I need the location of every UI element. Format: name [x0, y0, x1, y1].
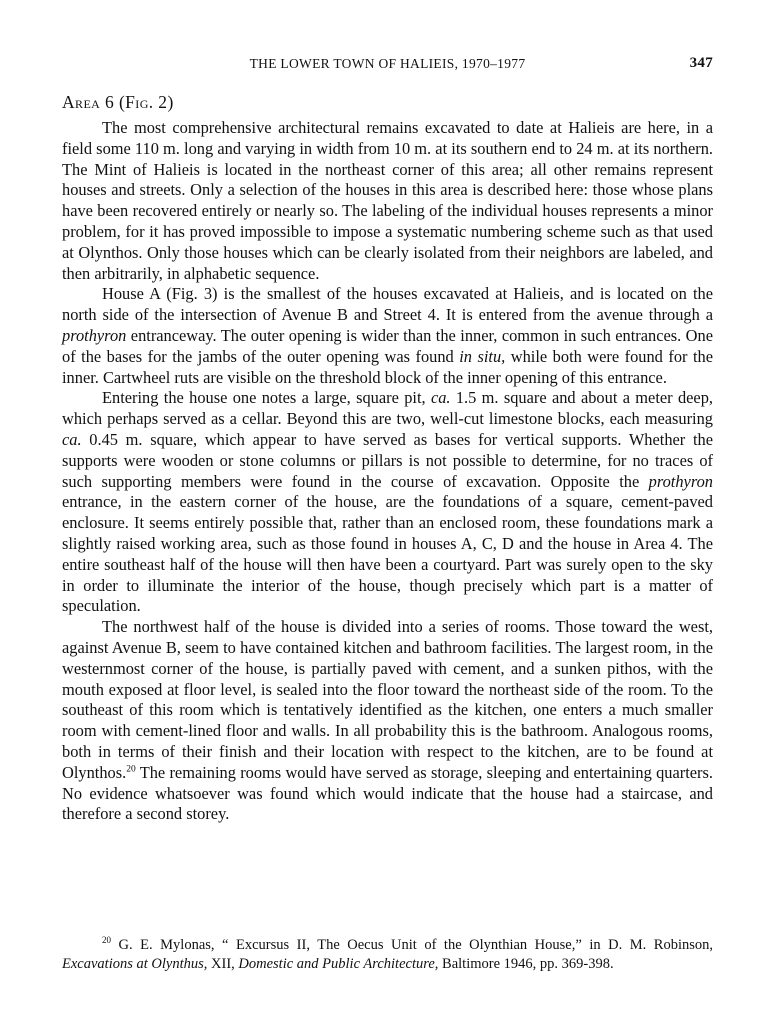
paragraph-text: Entering the house one notes a large, square pit, [102, 388, 431, 408]
paragraph-area-overview [62, 118, 713, 284]
emphasis: prothyron [62, 325, 127, 345]
paragraph-text: 1.5 m. square and about a meter deep, which perhaps served as a cellar. Beyond this are two, well-cut limestone blocks, each measuring [62, 388, 713, 429]
paragraph-text: The northwest half of the house is divided into a series of rooms. Those toward the west, against Avenue B, seem to have contained kitchen and bathroom facilities. The largest room, in the westernmost corner of the house, is partially paved with cement, and a sunken pithos, with the mouth exposed at floor level, is sealed into the floor toward the northeast side of the room. To the southeast of this room which is tentatively identified as the kitchen, one enters a much smaller room with cement-lined floor and walls. In all probability this is the bathroom. Analogous rooms, both in terms of their finish and their location with respect to the kitchen, are to be found at Olynthos. [62, 617, 713, 782]
section-heading: Area 6 (Fig. 2) [62, 92, 174, 112]
paragraph-text: while both were found for the inner. Cartwheel ruts are visible on the threshold block of the inner opening of this entrance. [62, 346, 713, 387]
paragraph-text: entrance, in the eastern corner of the house, are the foundations of a square, cement-paved enclosure. It seems entirely possible that, rather than an enclosed room, these foundations mark a slightly raised working area, such as those found in houses A, C, D and the house in Area 4. The entire southeast half of the house will then have been a courtyard. Part was surely open to the sky in order to illuminate the interior of the house, though precisely which part is a matter of speculation. [62, 492, 713, 616]
emphasis: in situ, [459, 346, 506, 366]
footnote-text: G. E. Mylonas, “ Excursus II, The Oecus Unit of the Olynthian House,” in D. M. Robinson, [111, 937, 713, 953]
paragraph-text: 0.45 m. square, which appear to have served as bases for vertical supports. Whether the supports were wooden or stone columns or pillars is not possible to determine, for no traces of such supporting members were found in the course of excavation. Opposite the [62, 429, 713, 491]
footnote-text: Baltimore 1946, pp. 369-398. [438, 956, 614, 972]
paragraph-house-a-entrance [62, 284, 713, 388]
paragraph-text: The remaining rooms would have served as storage, sleeping and entertaining quarters. No evidence whatsoever was found which would indicate that the house had a staircase, and therefore a second storey. [62, 762, 713, 824]
running-title: THE LOWER TOWN OF HALIEIS, 1970–1977 [249, 56, 526, 71]
footnote-reference[interactable]: 20 [126, 764, 136, 775]
footnote-number: 20 [102, 935, 111, 946]
emphasis: ca. [62, 429, 82, 449]
footnote [62, 936, 713, 974]
footnote-title: Excavations at Olynthus, [62, 956, 208, 972]
running-header [62, 55, 713, 77]
emphasis: ca. [430, 388, 451, 408]
paragraph-text: House A (Fig. 3) is the smallest of the houses excavated at Halieis, and is located on the north side of the intersection of Avenue B and Street 4. It is entered from the avenue through a [62, 284, 713, 325]
body-text [62, 118, 713, 825]
paragraph-house-a-rooms [62, 617, 713, 825]
footnote-subtitle: Domestic and Public Architecture, [238, 956, 439, 972]
paragraph-house-a-interior [62, 388, 713, 617]
paragraph-text: The most comprehensive architectural remains excavated to date at Halieis are here, in a field some 110 m. long and varying in width from 10 m. at its southern end to 24 m. at its northern. The Mint of Halieis is located in the northeast corner of this area; all other remains represent houses and streets. Only a selection of the houses in this area is described here: those whose plans have been recovered entirely or nearly so. The labeling of the individual houses represents a minor problem, for it has proved impossible to impose a systematic numbering scheme such as that used at Olynthos. Only those houses which can be clearly isolated from their neighbors are labeled, and then arbitrarily, in alphabetic sequence. [62, 118, 713, 283]
paragraph-text: entranceway. The outer opening is wider than the inner, common in such entrances. One of the bases for the jambs of the outer opening was found [62, 325, 713, 366]
emphasis: prothyron [648, 471, 713, 491]
page-number: 347 [689, 55, 713, 71]
footnote-text: XII, [207, 956, 239, 972]
